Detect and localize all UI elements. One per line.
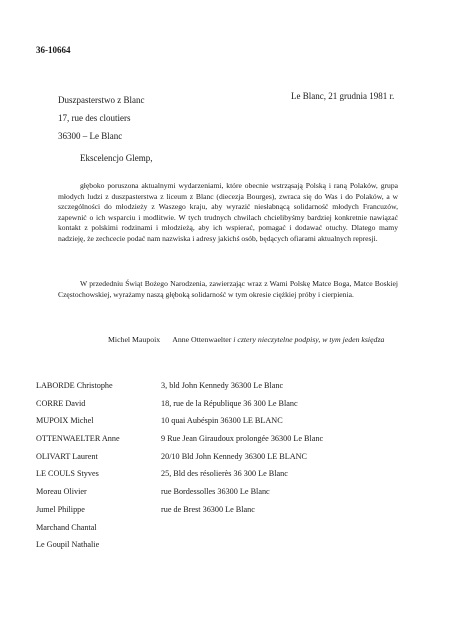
signatory-row bbox=[36, 434, 416, 452]
sender-block bbox=[58, 91, 144, 145]
signatory-name: MUPOIX Michel bbox=[36, 416, 94, 426]
signatory-name: Jumel Philippe bbox=[36, 504, 85, 514]
signatory-address: rue de Brest 36300 Le Blanc bbox=[161, 504, 255, 514]
signatory-row bbox=[36, 523, 416, 541]
signatory-name: LE COULS Styves bbox=[36, 469, 99, 479]
signatory-row bbox=[36, 540, 416, 558]
signatory-name: CORRE David bbox=[36, 398, 86, 408]
signatory-address: 18, rue de la République 36 300 Le Blanc bbox=[161, 398, 298, 408]
signatory-row bbox=[36, 505, 416, 523]
signatory-list bbox=[36, 381, 416, 558]
signatory-name: LABORDE Christophe bbox=[36, 381, 113, 390]
signatory-address: 25, Bld des résolierès 36 300 Le Blanc bbox=[161, 469, 288, 479]
letter-date: Le Blanc, 21 grudnia 1981 r. bbox=[291, 91, 395, 101]
sender-line-3: 36300 – Le Blanc bbox=[58, 131, 123, 141]
signatory-row bbox=[36, 469, 416, 487]
sender-line-2: 17, rue des cloutiers bbox=[58, 113, 131, 123]
body-paragraph-2: W przededniu Świąt Bożego Narodzenia, zawierzając wraz z Wami Polskę Matce Boga, Matce Boskiej Częstochowskiej, wyrażamy naszą głęboką solidarność w tym okresie ciężkiej próby i cierpienia. bbox=[58, 279, 398, 299]
signatory-row bbox=[36, 452, 416, 470]
signatory-address: 20/10 Bld John Kennedy 36300 LE BLANC bbox=[161, 451, 308, 461]
signatory-name: OTTENWAELTER Anne bbox=[36, 434, 120, 444]
signatory-name: Le Goupil Nathalie bbox=[36, 540, 100, 550]
signatory-row bbox=[36, 487, 416, 505]
signatory-address: 3, bld John Kennedy 36300 Le Blanc bbox=[161, 381, 284, 390]
signatory-name: Moreau Olivier bbox=[36, 487, 87, 497]
document-id: 36-10664 bbox=[36, 45, 71, 55]
signatory-row bbox=[36, 399, 416, 417]
signatures bbox=[58, 334, 398, 345]
signer-name-1: Michel Maupoix bbox=[108, 335, 161, 344]
signature-note: i cztery nieczytelne podpisy, w tym jeden księdza bbox=[233, 335, 385, 344]
sender-line-1: Duszpasterstwo z Blanc bbox=[58, 95, 145, 105]
body-paragraph-1: głęboko poruszona aktualnymi wydarzeniami, które obecnie wstrząsają Polską i raną Polaków, grupa młodych ludzi z duszpasterstwa z liceum z Blanc (diecezja Bourges), zwraca się do Was i do Polaków, a w szczególności do młodzieży z Waszego kraju, aby wyrazić niesłabnącą solidarność młodych Francuzów, zapewnić o ich wsparciu i modlitwie. W tych trudnych chwilach chcielibyśmy bardziej konkretnie nawiązać kontakt z polskimi rodzinami i młodzieżą, aby ich wspierać, pomagać i dodawać otuchy. Dlatego mamy nadzieję, że zechcecie podać nam nazwiska i adresy jakichś osób, będących ofiarami aktualnych represji. bbox=[58, 181, 398, 243]
signatory-name: OLIVART Laurent bbox=[36, 451, 98, 461]
signatory-address: 10 quai Aubéspin 36300 LE BLANC bbox=[161, 416, 283, 426]
signatory-name: Marchand Chantal bbox=[36, 522, 97, 532]
signer-name-2: Anne Ottenwaelter bbox=[172, 335, 232, 344]
greeting: Ekscelencjo Glemp, bbox=[80, 153, 153, 163]
signatory-address: 9 Rue Jean Giraudoux prolongée 36300 Le Blanc bbox=[161, 434, 324, 444]
signatory-row bbox=[36, 381, 416, 399]
signatory-row bbox=[36, 416, 416, 434]
signatory-address: rue Bordessolles 36300 Le Blanc bbox=[161, 487, 270, 497]
